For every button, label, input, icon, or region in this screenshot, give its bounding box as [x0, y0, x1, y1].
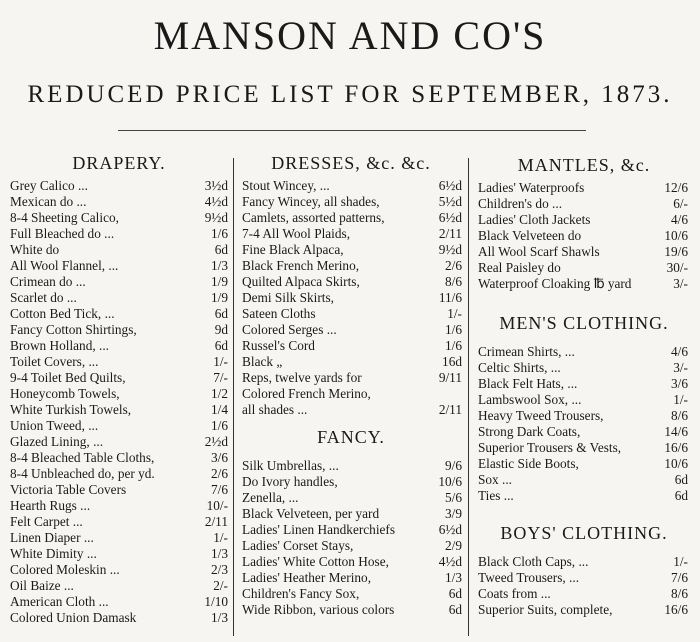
price-list-item: [10, 290, 228, 306]
item-name: Black „: [242, 354, 283, 369]
item-price: 16/6: [664, 440, 688, 455]
price-list-item: [242, 370, 462, 386]
price-list-item: [478, 554, 688, 570]
item-price: 2/9: [445, 538, 462, 553]
price-list-item: [242, 226, 462, 242]
item-name: Silk Umbrellas, ...: [242, 458, 339, 473]
item-price: 6d: [214, 242, 228, 257]
item-price: 1/10: [204, 594, 228, 609]
item-price: 1/6: [445, 322, 462, 337]
item-name: Crimean Shirts, ...: [478, 344, 575, 359]
item-name: Heavy Tweed Trousers,: [478, 408, 604, 423]
item-price: 9/6: [445, 458, 462, 473]
price-list-item: [10, 546, 228, 562]
price-list-item: [10, 386, 228, 402]
item-price: 1/3: [445, 570, 462, 585]
item-name: Children's Fancy Sox,: [242, 586, 360, 601]
price-list-item: [242, 402, 462, 418]
price-list-item: [242, 210, 462, 226]
item-name: Hearth Rugs ...: [10, 498, 91, 513]
item-name: Ladies' Corset Stays,: [242, 538, 354, 553]
item-price: 1/-: [673, 554, 688, 569]
price-list-item: [10, 578, 228, 594]
price-list-item: [242, 602, 462, 618]
item-price: 1/9: [211, 274, 228, 289]
item-price: 8/6: [671, 408, 688, 423]
item-price: 6½d: [438, 178, 462, 193]
item-price: 1/6: [211, 226, 228, 241]
price-list-item: [242, 258, 462, 274]
price-list-item: [242, 522, 462, 538]
price-list-item: [242, 338, 462, 354]
drapery-heading: DRAPERY.: [72, 153, 166, 173]
mens-heading: MEN'S CLOTHING.: [499, 313, 669, 333]
drapery-section: [10, 152, 228, 174]
item-price: 3/6: [671, 376, 688, 391]
item-name: Felt Carpet ...: [10, 514, 83, 529]
item-name: White Turkish Towels,: [10, 402, 132, 417]
item-price: 9/11: [438, 370, 462, 385]
price-list-item: [478, 570, 688, 586]
item-price: 9½d: [438, 242, 462, 257]
price-list-item: [10, 610, 228, 626]
item-price: 7/-: [213, 370, 228, 385]
mantles-list: [478, 180, 688, 292]
item-price: 14/6: [664, 424, 688, 439]
item-price: 6½d: [438, 210, 462, 225]
item-name: Sateen Cloths: [242, 306, 316, 321]
item-price: 10/6: [438, 474, 462, 489]
item-price: 5/6: [445, 490, 462, 505]
price-list-item: [242, 322, 462, 338]
price-list-item: [10, 562, 228, 578]
price-list-item: [10, 418, 228, 434]
mens-list: [478, 344, 688, 504]
item-name: Ladies' Cloth Jackets: [478, 212, 591, 227]
item-price: 3/-: [673, 276, 688, 291]
item-price: 1/6: [211, 418, 228, 433]
price-list-item: [478, 488, 688, 504]
column-divider-left: [233, 158, 234, 636]
price-list-item: [10, 226, 228, 242]
item-price: 9d: [214, 322, 228, 337]
item-name: Full Bleached do ...: [10, 226, 115, 241]
fancy-heading: FANCY.: [317, 427, 385, 447]
price-list-item: [10, 434, 228, 450]
item-price: 10/-: [206, 498, 228, 513]
price-list-item: [478, 440, 688, 456]
price-list-item: [478, 344, 688, 360]
item-price: 2½d: [204, 434, 228, 449]
price-list-item: [242, 586, 462, 602]
item-price: 4/6: [671, 344, 688, 359]
item-price: 3/-: [673, 360, 688, 375]
price-list-item: [478, 276, 688, 292]
item-price: 1/3: [211, 546, 228, 561]
item-price: 19/6: [664, 244, 688, 259]
price-list-item: [10, 242, 228, 258]
item-name: Strong Dark Coats,: [478, 424, 581, 439]
price-list-item: [242, 306, 462, 322]
price-list-item: [242, 242, 462, 258]
price-list-item: [478, 586, 688, 602]
item-name: Do Ivory handles,: [242, 474, 338, 489]
column-divider-right: [468, 158, 469, 636]
item-name: Ladies' Waterproofs: [478, 180, 585, 195]
item-price: 8/6: [445, 274, 462, 289]
item-price: 2/11: [204, 514, 228, 529]
item-name: Colored Union Damask: [10, 610, 137, 625]
item-name: Fine Black Alpaca,: [242, 242, 344, 257]
item-name: Demi Silk Skirts,: [242, 290, 334, 305]
item-name: Scarlet do ...: [10, 290, 77, 305]
item-name: Brown Holland, ...: [10, 338, 109, 353]
header-divider: [118, 130, 586, 131]
item-name: Quilted Alpaca Skirts,: [242, 274, 360, 289]
item-name: Colored French Merino,: [242, 386, 371, 401]
item-name: Oil Baize ...: [10, 578, 74, 593]
item-name: all shades ...: [242, 402, 308, 417]
price-list-item: [10, 210, 228, 226]
price-list-item: [10, 274, 228, 290]
item-name: Mexican do ...: [10, 194, 87, 209]
price-list-item: [478, 376, 688, 392]
item-price: 6d: [214, 338, 228, 353]
item-name: Crimean do ...: [10, 274, 86, 289]
item-price: 6½d: [438, 522, 462, 537]
item-name: All Wool Scarf Shawls: [478, 244, 600, 259]
item-price: 16/6: [664, 602, 688, 617]
item-name: Camlets, assorted patterns,: [242, 210, 385, 225]
item-name: Wide Ribbon, various colors: [242, 602, 395, 617]
item-name: Ladies' Linen Handkerchiefs: [242, 522, 396, 537]
item-name: Black Velveteen do: [478, 228, 582, 243]
item-price: 16d: [442, 354, 462, 369]
item-price: 1/2: [211, 386, 228, 401]
item-price: 5½d: [438, 194, 462, 209]
item-price: 6d: [448, 602, 462, 617]
item-price: 1/6: [445, 338, 462, 353]
item-price: 4½d: [204, 194, 228, 209]
item-name: Waterproof Cloaking ℔ yard: [478, 276, 632, 291]
item-price: 2/-: [213, 578, 228, 593]
item-price: 6d: [674, 488, 688, 503]
item-name: Toilet Covers, ...: [10, 354, 99, 369]
item-name: Ladies' Heather Merino,: [242, 570, 372, 585]
item-name: Reps, twelve yards for: [242, 370, 362, 385]
item-name: 8-4 Sheeting Calico,: [10, 210, 119, 225]
item-name: Colored Serges ...: [242, 322, 337, 337]
price-list-item: [10, 402, 228, 418]
item-name: Elastic Side Boots,: [478, 456, 579, 471]
item-price: 30/-: [666, 260, 688, 275]
price-list-item: [10, 498, 228, 514]
item-name: Victoria Table Covers: [10, 482, 127, 497]
page-title: MANSON AND CO'S: [153, 13, 547, 58]
item-name: 7-4 All Wool Plaids,: [242, 226, 351, 241]
mantles-heading: MANTLES, &c.: [517, 155, 651, 175]
item-name: Linen Diaper ...: [10, 530, 94, 545]
item-name: White do: [10, 242, 60, 257]
price-list-item: [478, 212, 688, 228]
item-price: 6d: [214, 306, 228, 321]
fancy-list: [242, 458, 462, 618]
item-price: 6d: [674, 472, 688, 487]
item-price: 1/-: [673, 392, 688, 407]
item-name: Real Paisley do: [478, 260, 561, 275]
item-name: Grey Calico ...: [10, 178, 88, 193]
item-price: 2/6: [211, 466, 228, 481]
item-name: Superior Suits, complete,: [478, 602, 613, 617]
item-price: 1/-: [213, 530, 228, 545]
item-price: 9½d: [204, 210, 228, 225]
item-name: American Cloth ...: [10, 594, 109, 609]
item-name: All Wool Flannel, ...: [10, 258, 119, 273]
price-list-item: [242, 386, 462, 402]
price-list-item: [10, 194, 228, 210]
item-name: Fancy Cotton Shirtings,: [10, 322, 137, 337]
item-name: Black Velveteen, per yard: [242, 506, 380, 521]
item-price: 8/6: [671, 586, 688, 601]
item-name: Coats from ...: [478, 586, 551, 601]
item-price: 1/-: [213, 354, 228, 369]
item-price: 1/4: [211, 402, 228, 417]
item-name: Black Felt Hats, ...: [478, 376, 578, 391]
item-name: Colored Moleskin ...: [10, 562, 120, 577]
item-price: 4/6: [671, 212, 688, 227]
item-price: 2/11: [438, 226, 462, 241]
price-list-item: [10, 322, 228, 338]
price-list-item: [478, 260, 688, 276]
item-price: 3/6: [211, 450, 228, 465]
price-list-item: [10, 450, 228, 466]
price-list-item: [478, 424, 688, 440]
item-name: 9-4 Toilet Bed Quilts,: [10, 370, 126, 385]
price-list-item: [478, 244, 688, 260]
price-list-item: [10, 354, 228, 370]
item-price: 7/6: [211, 482, 228, 497]
item-price: 1/3: [211, 258, 228, 273]
mantles-section: [476, 154, 692, 176]
item-price: 3½d: [204, 178, 228, 193]
item-price: 10/6: [664, 456, 688, 471]
item-name: Ladies' White Cotton Hose,: [242, 554, 389, 569]
price-list-item: [242, 554, 462, 570]
price-list-item: [242, 354, 462, 370]
item-name: Union Tweed, ...: [10, 418, 99, 433]
price-list-item: [242, 290, 462, 306]
item-name: Stout Wincey, ...: [242, 178, 330, 193]
price-list-item: [10, 530, 228, 546]
item-name: 8-4 Bleached Table Cloths,: [10, 450, 155, 465]
item-price: 1/3: [211, 610, 228, 625]
price-list-item: [10, 178, 228, 194]
item-name: Honeycomb Towels,: [10, 386, 120, 401]
price-list-item: [478, 180, 688, 196]
mens-section: [476, 312, 692, 334]
item-name: Children's do ...: [478, 196, 563, 211]
page-subtitle: REDUCED PRICE LIST FOR SEPTEMBER, 1873.: [27, 81, 673, 108]
item-price: 2/6: [445, 258, 462, 273]
item-price: 1/9: [211, 290, 228, 305]
price-list-item: [10, 306, 228, 322]
price-list-item: [478, 456, 688, 472]
price-list-item: [478, 602, 688, 618]
item-name: Superior Trousers & Vests,: [478, 440, 622, 455]
item-name: White Dimity ...: [10, 546, 97, 561]
item-name: Zenella, ...: [242, 490, 299, 505]
item-name: Black French Merino,: [242, 258, 360, 273]
price-list-item: [478, 392, 688, 408]
item-price: 12/6: [664, 180, 688, 195]
drapery-list: [10, 178, 228, 626]
price-list-item: [242, 570, 462, 586]
item-name: 8-4 Unbleached do, per yd.: [10, 466, 155, 481]
price-list-item: [242, 194, 462, 210]
item-price: 1/-: [447, 306, 462, 321]
price-list-item: [478, 408, 688, 424]
item-price: 2/3: [211, 562, 228, 577]
item-name: Sox ...: [478, 472, 512, 487]
boys-heading: BOYS' CLOTHING.: [500, 523, 668, 543]
item-name: Celtic Shirts, ...: [478, 360, 561, 375]
item-price: 7/6: [671, 570, 688, 585]
boys-list: [478, 554, 688, 618]
dresses-section: [240, 152, 462, 174]
item-name: Glazed Lining, ...: [10, 434, 104, 449]
price-list-item: [10, 514, 228, 530]
item-price: 3/9: [445, 506, 462, 521]
price-list-item: [10, 594, 228, 610]
price-list-item: [478, 360, 688, 376]
price-list-item: [10, 258, 228, 274]
item-name: Russel's Cord: [242, 338, 315, 353]
price-list-item: [478, 472, 688, 488]
item-price: 4½d: [438, 554, 462, 569]
boys-section: [476, 522, 692, 544]
price-list-item: [242, 178, 462, 194]
item-price: 6/-: [673, 196, 688, 211]
price-list-item: [242, 458, 462, 474]
price-list-item: [10, 338, 228, 354]
item-name: Cotton Bed Tick, ...: [10, 306, 115, 321]
item-price: 10/6: [664, 228, 688, 243]
price-list-item: [242, 274, 462, 290]
fancy-section: [240, 426, 462, 448]
price-list-item: [10, 466, 228, 482]
price-list-item: [242, 538, 462, 554]
dresses-list: [242, 178, 462, 418]
price-list-item: [478, 196, 688, 212]
price-list-item: [478, 228, 688, 244]
price-list-item: [242, 474, 462, 490]
item-name: Fancy Wincey, all shades,: [242, 194, 380, 209]
item-name: Lambswool Sox, ...: [478, 392, 582, 407]
item-name: Black Cloth Caps, ...: [478, 554, 589, 569]
price-list-item: [242, 490, 462, 506]
dresses-heading: DRESSES, &c. &c.: [271, 153, 431, 173]
price-list-item: [10, 482, 228, 498]
item-price: 6d: [448, 586, 462, 601]
item-price: 11/6: [438, 290, 462, 305]
price-list-item: [242, 506, 462, 522]
item-name: Tweed Trousers, ...: [478, 570, 580, 585]
price-list-item: [10, 370, 228, 386]
item-name: Ties ...: [478, 488, 514, 503]
item-price: 2/11: [438, 402, 462, 417]
